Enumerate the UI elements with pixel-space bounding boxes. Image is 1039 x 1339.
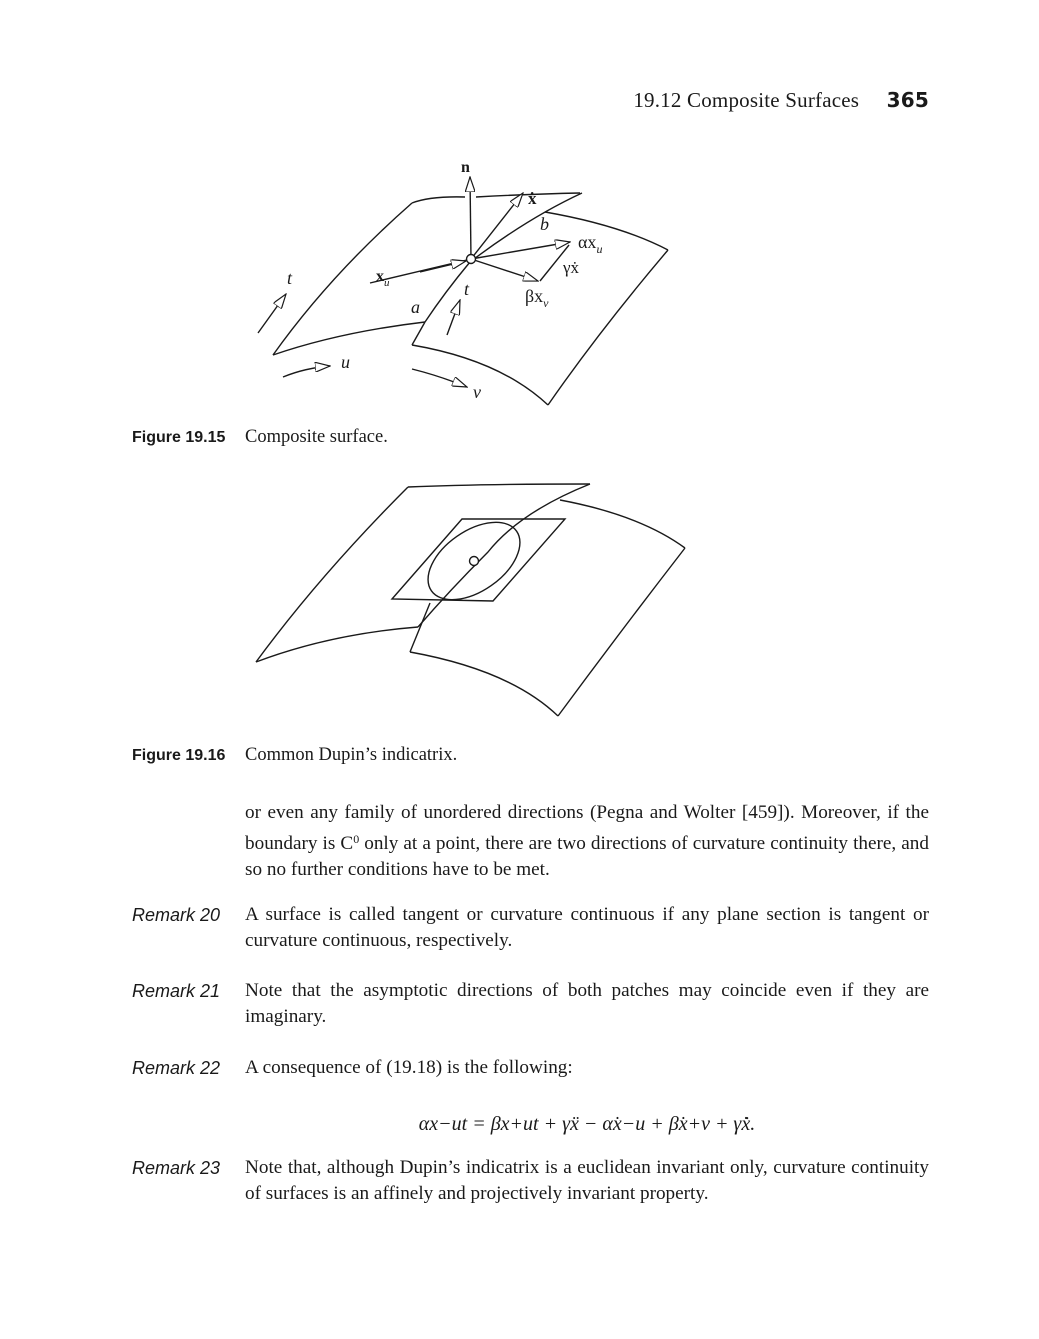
label-xu: $x_u$ (376, 268, 390, 289)
body-paragraph (245, 800, 929, 883)
right-surface-edge-top (560, 500, 685, 548)
label-b: b (540, 214, 549, 234)
corner-point (467, 255, 476, 264)
running-header (633, 88, 929, 113)
remark-label: Remark 22 (132, 1058, 221, 1078)
figure-15-caption (132, 427, 388, 448)
figure-15-label: Figure 19.15 (132, 429, 226, 446)
right-surface-edge-left (412, 322, 425, 345)
contact-point (470, 557, 479, 566)
label-alpha-xu: $\alpha x_u$ (578, 232, 603, 256)
vector-beta-xv (471, 259, 538, 281)
figure-16-label: Figure 19.16 (132, 747, 226, 764)
left-surface-edge-top (412, 197, 465, 203)
left-surface-edge-top (408, 484, 590, 487)
page-number: 365 (886, 88, 929, 112)
tangent-arrow-center (447, 300, 460, 335)
right-surface-edge-bottom (410, 652, 558, 716)
left-surface-edge-left (273, 203, 412, 355)
label-xdot: ẋ (528, 189, 537, 208)
vector-xu-arrow (420, 261, 466, 272)
remark-label: Remark 21 (132, 981, 221, 1001)
figure-composite-surface (240, 150, 700, 410)
label-t-left: t (287, 268, 293, 288)
label-a: a (411, 297, 420, 317)
label-u: u (341, 352, 350, 372)
left-surface-edge-bottom (273, 322, 425, 355)
remark-text: A surface is called tangent or curvature continuous if any plane section is tangent or curvature continuous, respectively. (245, 904, 929, 951)
remark-21 (132, 978, 929, 1030)
figure-15-caption-text: Composite surface. (245, 427, 388, 447)
equation: αx−ut = βx+ut + γẍ − α̇x−u + β̇x+v + γ̇ẋ. (418, 1113, 756, 1135)
remark-text: Note that the asymptotic directions of both patches may coincide even if they are imaginary. (245, 980, 929, 1027)
v-parameter-arrow (412, 369, 467, 387)
figure-dupin-indicatrix (250, 475, 700, 720)
remark-23 (132, 1155, 929, 1207)
remark-text: Note that, although Dupin’s indicatrix is a euclidean invariant only, curvature continuity of surfaces is an affinely and projectively invariant property. (245, 1157, 929, 1204)
label-t-center: t (464, 279, 470, 299)
label-gamma-xdot: γẋ (563, 258, 580, 277)
vector-xdot (471, 193, 523, 259)
paragraph-part-1: or even any family of unordered directions (Pegna and Wolter [459]). Moreover, if the boundary is C (245, 802, 929, 854)
remark-22 (132, 1055, 929, 1081)
paragraph-superscript: 0 (353, 832, 360, 846)
label-n: n (461, 159, 470, 176)
remark-text: A consequence of (19.18) is the following: (245, 1057, 573, 1078)
left-surface-edge-left (256, 487, 408, 662)
right-surface-edge-right (558, 548, 685, 716)
remark-label: Remark 20 (132, 905, 221, 925)
label-beta-xv: $\beta x_v$ (525, 286, 549, 310)
remark-20 (132, 902, 929, 954)
figure-16-caption (132, 745, 457, 766)
tangent-arrow-left (258, 294, 286, 333)
section-title: 19.12 Composite Surfaces (633, 88, 860, 112)
u-parameter-arrow (283, 366, 330, 377)
label-v: v (473, 382, 481, 402)
remark-label: Remark 23 (132, 1158, 221, 1178)
right-surface-edge-top (545, 212, 668, 250)
left-surface-edge-bottom (256, 627, 418, 662)
paragraph-part-2: only at a point, there are two directions of curvature continuity there, and so no further conditions have to be met. (245, 833, 929, 880)
boundary-curve (418, 484, 590, 627)
normal-vector-n (470, 177, 471, 259)
figure-16-caption-text: Common Dupin’s indicatrix. (245, 745, 458, 765)
